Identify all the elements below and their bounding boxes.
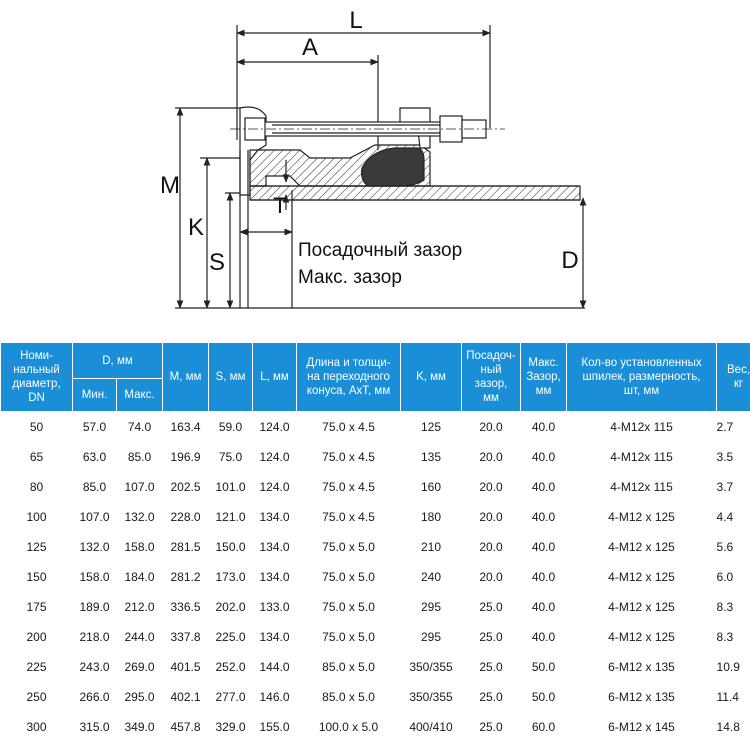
table-cell: 281.5: [170, 540, 201, 554]
table-body: [1, 412, 750, 743]
header-weight: Вес, кг: [717, 343, 750, 412]
table-cell: 202.5: [170, 480, 201, 494]
table-cell: 57.0: [82, 420, 107, 434]
table-cell: 125: [26, 540, 47, 554]
table-cell: 20.0: [479, 450, 503, 464]
table-cell: 173.0: [215, 570, 246, 584]
table-row: [1, 652, 750, 682]
table-cell: 277.0: [215, 690, 246, 704]
table-cell: 121.0: [215, 510, 246, 524]
table-cell: 295: [421, 630, 442, 644]
table-cell: 3.5: [716, 450, 734, 464]
label-t: T: [273, 193, 287, 218]
table-cell: 75.0 x 5.0: [322, 570, 375, 584]
header-s: S, мм: [209, 343, 253, 412]
table-row: [1, 532, 750, 562]
table-cell: 6-M12 x 145: [608, 720, 675, 734]
table-cell: 40.0: [531, 540, 556, 554]
table-cell: 75.0 x 4.5: [322, 420, 375, 434]
table-cell: 133.0: [259, 600, 290, 614]
table-cell: 25.0: [479, 720, 503, 734]
table-cell: 134.0: [259, 540, 290, 554]
table-cell: 85.0: [82, 480, 107, 494]
label-m: M: [160, 172, 180, 199]
table-row: [1, 622, 750, 652]
table-cell: 125: [421, 420, 442, 434]
table-cell: 163.4: [170, 420, 201, 434]
table-cell: 300: [26, 720, 47, 734]
table-cell: 240: [421, 570, 442, 584]
table-cell: 135: [421, 450, 442, 464]
table-cell: 401.5: [170, 660, 201, 674]
table-cell: 107.0: [124, 480, 155, 494]
table-cell: 100: [26, 510, 47, 524]
table-cell: 6-M12 x 135: [608, 690, 675, 704]
table-cell: 75.0 x 4.5: [322, 480, 375, 494]
table-cell: 4-M12x 115: [610, 480, 673, 494]
table-cell: 189.0: [79, 600, 110, 614]
table-cell: 50.0: [531, 690, 556, 704]
header-studs: Кол-во установленных шпилек, размерность, шт, мм: [567, 343, 717, 412]
table-cell: 144.0: [259, 660, 290, 674]
header-d: D, мм: [73, 343, 163, 379]
table-row: [1, 712, 750, 742]
table-cell: 180: [421, 510, 442, 524]
header-d-max: Макс.: [117, 379, 163, 412]
table-cell: 85.0 x 5.0: [322, 660, 375, 674]
table-cell: 25.0: [479, 600, 503, 614]
table-cell: 160: [421, 480, 442, 494]
table-cell: 6-M12 x 135: [608, 660, 675, 674]
label-max-gap: Макс. зазор: [298, 267, 402, 288]
table-cell: 63.0: [82, 450, 107, 464]
table-cell: 5.6: [716, 540, 734, 554]
table-cell: 146.0: [259, 690, 290, 704]
table-cell: 107.0: [79, 510, 110, 524]
table-cell: 402.1: [170, 690, 201, 704]
table-cell: 25.0: [479, 630, 503, 644]
table-cell: 10.9: [716, 660, 740, 674]
table-cell: 134.0: [259, 570, 290, 584]
table-cell: 295.0: [124, 690, 155, 704]
table-cell: 20.0: [479, 420, 503, 434]
label-l: L: [349, 7, 363, 34]
table-cell: 25.0: [479, 690, 503, 704]
table-cell: 40.0: [531, 630, 556, 644]
table-cell: 75.0 x 5.0: [322, 630, 375, 644]
table-cell: 25.0: [479, 660, 503, 674]
header-dn: Номи- нальный диаметр, DN: [1, 343, 73, 412]
table-cell: 266.0: [79, 690, 110, 704]
label-fit-gap: Посадочный зазор: [298, 240, 463, 261]
table-cell: 184.0: [124, 570, 155, 584]
table-cell: 250: [26, 690, 47, 704]
table-cell: 400/410: [409, 720, 453, 734]
table-cell: 40.0: [531, 420, 556, 434]
label-d: D: [561, 247, 579, 274]
table-row: [1, 562, 750, 592]
table-cell: 40.0: [531, 510, 556, 524]
table-cell: 218.0: [79, 630, 110, 644]
table-cell: 134.0: [259, 510, 290, 524]
table-cell: 65: [29, 450, 44, 464]
table-cell: 124.0: [259, 480, 290, 494]
header-d-min: Мин.: [73, 379, 117, 412]
table-cell: 350/355: [409, 690, 453, 704]
specification-table: [0, 342, 750, 742]
table-cell: 281.2: [170, 570, 201, 584]
table-cell: 101.0: [215, 480, 246, 494]
label-s: S: [208, 249, 226, 276]
table-cell: 85.0: [127, 450, 152, 464]
table-cell: 252.0: [215, 660, 246, 674]
header-l: L, мм: [253, 343, 297, 412]
header-k: K, мм: [401, 343, 462, 412]
coupling-cross-section-drawing: [0, 0, 750, 340]
table-cell: 6.0: [716, 570, 734, 584]
table-cell: 244.0: [124, 630, 155, 644]
table-cell: 350/355: [409, 660, 453, 674]
table-cell: 75.0: [218, 450, 243, 464]
table-cell: 4-M12 x 125: [608, 630, 675, 644]
table-cell: 269.0: [124, 660, 155, 674]
table-cell: 14.8: [716, 720, 740, 734]
table-cell: 210: [421, 540, 442, 554]
table-cell: 243.0: [79, 660, 110, 674]
table-row: [1, 412, 750, 443]
table-cell: 315.0: [79, 720, 110, 734]
header-m: М, мм: [163, 343, 209, 412]
table-cell: 202.0: [215, 600, 246, 614]
table-cell: 75.0 x 4.5: [322, 510, 375, 524]
table-cell: 40.0: [531, 480, 556, 494]
table-cell: 4-M12 x 125: [608, 570, 675, 584]
table-cell: 329.0: [215, 720, 246, 734]
table-cell: 337.8: [170, 630, 201, 644]
table-cell: 225.0: [215, 630, 246, 644]
table-cell: 74.0: [127, 420, 152, 434]
table-cell: 158.0: [79, 570, 110, 584]
table-cell: 132.0: [79, 540, 110, 554]
label-k: K: [187, 214, 205, 241]
table-row: [1, 682, 750, 712]
table-cell: 8.3: [716, 600, 734, 614]
table-cell: 3.7: [716, 480, 734, 494]
table-cell: 175: [26, 600, 47, 614]
table-cell: 11.4: [716, 690, 739, 704]
table-cell: 20.0: [479, 480, 503, 494]
header-fit-gap: Посадоч- ный зазор, мм: [462, 343, 521, 412]
table-cell: 228.0: [170, 510, 201, 524]
table-cell: 75.0 x 5.0: [322, 540, 375, 554]
table-cell: 8.3: [716, 630, 734, 644]
table-cell: 80: [29, 480, 44, 494]
table-cell: 100.0 x 5.0: [318, 720, 379, 734]
table-cell: 4.4: [716, 510, 734, 524]
table-cell: 295: [421, 600, 442, 614]
table-cell: 85.0 x 5.0: [322, 690, 375, 704]
table-row: [1, 592, 750, 622]
table-cell: 336.5: [170, 600, 201, 614]
table-cell: 134.0: [259, 630, 290, 644]
table-cell: 150: [26, 570, 47, 584]
table-cell: 75.0 x 5.0: [322, 600, 375, 614]
table-cell: 40.0: [531, 450, 556, 464]
table-cell: 20.0: [479, 510, 503, 524]
table-cell: 124.0: [259, 450, 290, 464]
table-cell: 50: [29, 420, 44, 434]
table-row: [1, 442, 750, 472]
table-cell: 40.0: [531, 570, 556, 584]
table-cell: 4-M12 x 125: [608, 600, 675, 614]
table-cell: 457.8: [170, 720, 201, 734]
table-cell: 150.0: [215, 540, 246, 554]
table-cell: 2.7: [716, 420, 734, 434]
table-cell: 4-M12x 115: [610, 420, 673, 434]
table-cell: 196.9: [170, 450, 201, 464]
header-cone: Длина и толщи- на переходного конуса, AxT, мм: [297, 343, 401, 412]
table-cell: 20.0: [479, 540, 503, 554]
table-cell: 155.0: [259, 720, 290, 734]
table-cell: 60.0: [531, 720, 556, 734]
table-cell: 200: [26, 630, 47, 644]
table-cell: 4-M12 x 125: [608, 510, 675, 524]
table-cell: 20.0: [479, 570, 503, 584]
table-cell: 59.0: [218, 420, 243, 434]
table-cell: 75.0 x 4.5: [322, 450, 375, 464]
table-cell: 225: [26, 660, 47, 674]
table-cell: 158.0: [124, 540, 155, 554]
table-row: [1, 502, 750, 532]
table-cell: 40.0: [531, 600, 556, 614]
table-cell: 4-M12x 115: [610, 450, 673, 464]
label-a: A: [301, 34, 319, 61]
table-cell: 132.0: [124, 510, 155, 524]
table-cell: 212.0: [124, 600, 155, 614]
table-cell: 124.0: [259, 420, 290, 434]
table-cell: 4-M12 x 125: [608, 540, 675, 554]
table-cell: 349.0: [124, 720, 155, 734]
table-cell: 50.0: [531, 660, 556, 674]
header-max-gap: Макс. Зазор, мм: [521, 343, 567, 412]
table-row: [1, 472, 750, 502]
